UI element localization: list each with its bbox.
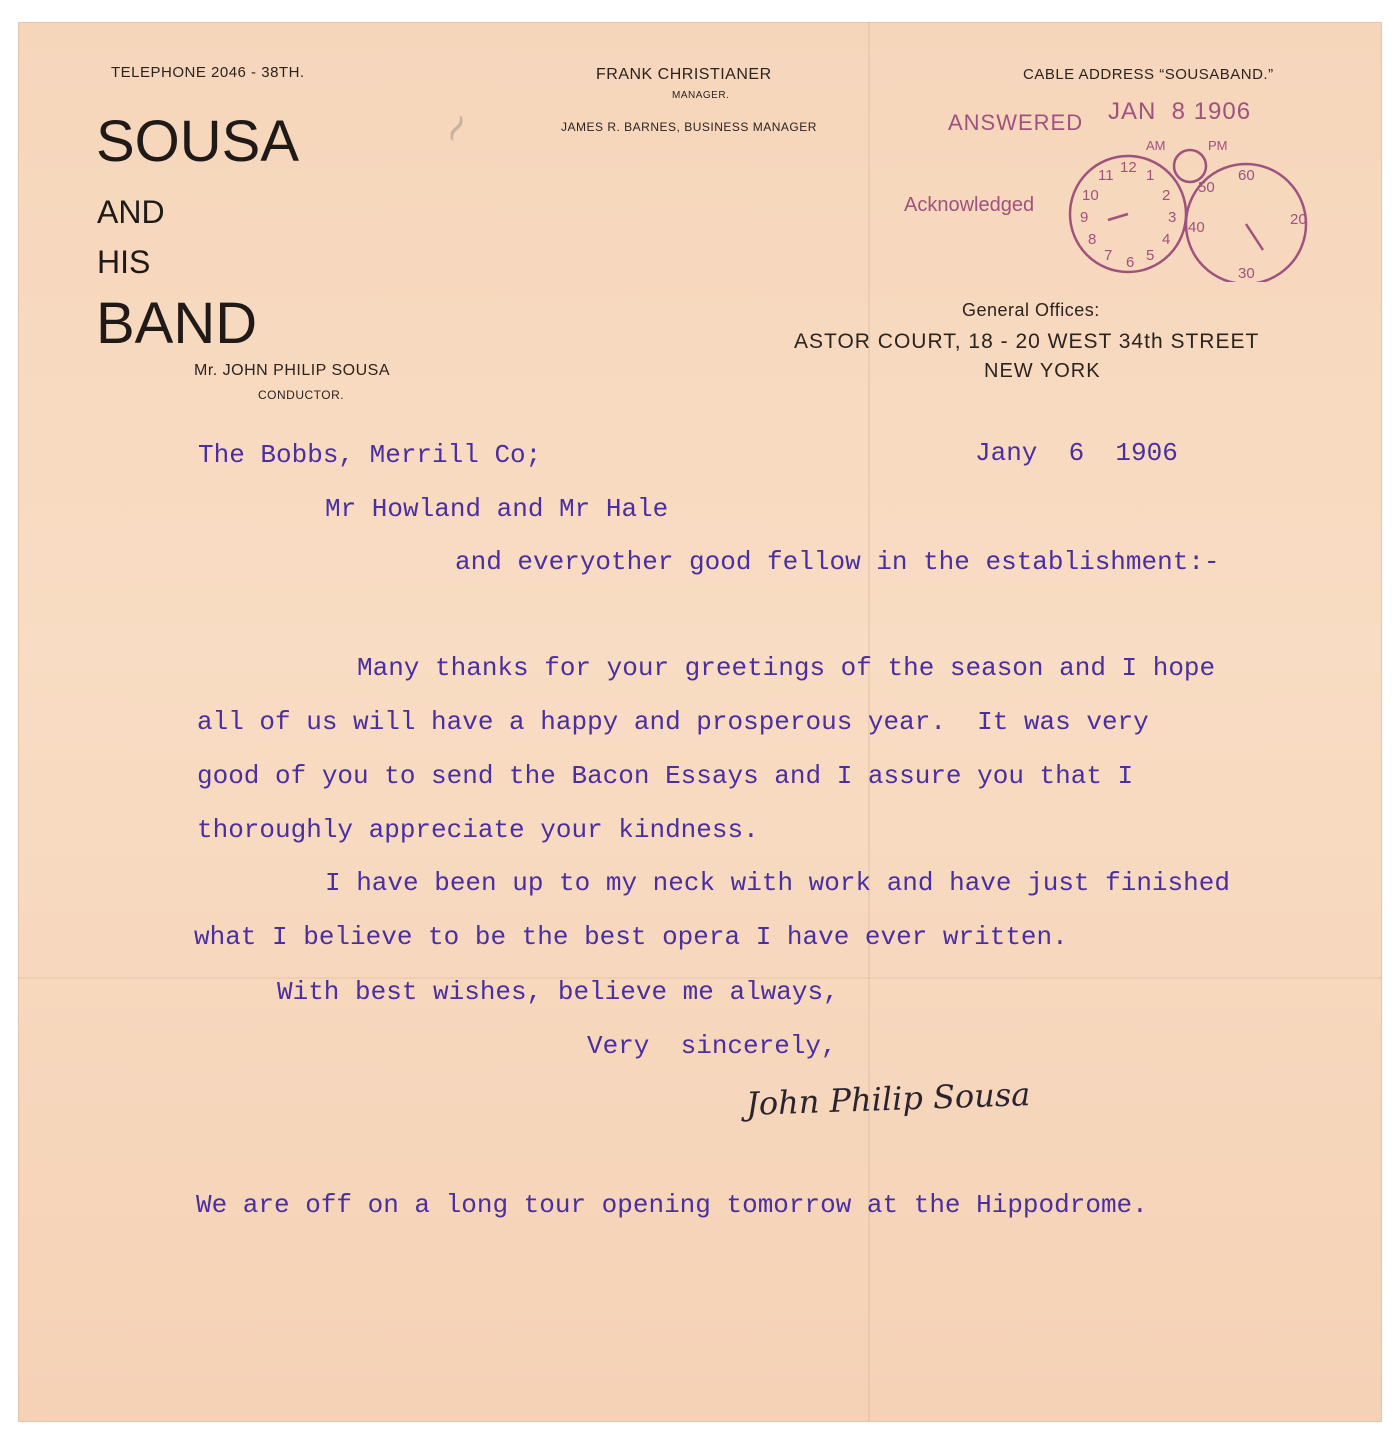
svg-text:5: 5 [1146, 247, 1155, 264]
svg-text:50: 50 [1198, 179, 1215, 196]
clock-hand-hour [1108, 214, 1128, 220]
cable-address: CABLE ADDRESS “SOUSABAND.” [1023, 66, 1274, 83]
stamp-date: JAN 8 1906 [1108, 98, 1252, 125]
para1-line3: good of you to send the Bacon Essays and I assure you that I [197, 761, 1134, 791]
stamp-am: AM [1146, 138, 1166, 153]
para1-line4: thoroughly appreciate your kindness. [197, 815, 759, 845]
brand-sousa: SOUSA [96, 109, 300, 174]
svg-text:7: 7 [1104, 247, 1113, 264]
svg-text:30: 30 [1238, 265, 1255, 282]
para1-line1: Many thanks for your greetings of the season and I hope [357, 653, 1216, 683]
svg-text:11: 11 [1098, 167, 1114, 184]
conductor-title: CONDUCTOR. [258, 388, 345, 402]
para2-line1: I have been up to my neck with work and have just finished [325, 868, 1230, 898]
para2-line2: what I believe to be the best opera I have ever written. [194, 922, 1068, 952]
svg-text:12: 12 [1120, 159, 1137, 176]
svg-text:6: 6 [1126, 254, 1135, 271]
svg-text:8: 8 [1088, 231, 1097, 248]
stamp-acknowledged: Acknowledged [904, 194, 1035, 216]
brand-and: AND [97, 194, 165, 230]
svg-text:60: 60 [1238, 167, 1255, 184]
svg-text:40: 40 [1188, 219, 1205, 236]
closing-line: With best wishes, believe me always, [277, 977, 839, 1007]
letter-date: Jany 6 1906 [975, 438, 1178, 468]
stamp-clock-dials [1058, 142, 1338, 282]
attention-line: Mr Howland and Mr Hale [325, 494, 669, 524]
svg-text:2: 2 [1162, 187, 1171, 204]
valediction-line: Very sincerely, [587, 1031, 837, 1061]
manager-name: FRANK CHRISTIANER [596, 66, 772, 83]
svg-text:1: 1 [1146, 167, 1155, 184]
offices-city: NEW YORK [984, 360, 1101, 382]
signature: John Philip Sousa [745, 1075, 1031, 1123]
svg-text:3: 3 [1168, 209, 1177, 226]
svg-text:20: 20 [1290, 211, 1307, 228]
offices-address: ASTOR COURT, 18 - 20 WEST 34th STREET [794, 330, 1260, 353]
recipient-line: The Bobbs, Merrill Co; [198, 440, 542, 470]
telephone-line: TELEPHONE 2046 - 38TH. [111, 64, 305, 81]
pencil-annotation: ~ [428, 102, 485, 154]
manager-title: MANAGER. [672, 90, 730, 101]
svg-text:10: 10 [1082, 187, 1099, 204]
svg-text:9: 9 [1080, 209, 1089, 226]
clock-hand-minute [1246, 224, 1263, 250]
para1-line2: all of us will have a happy and prosperous year. It was very [197, 707, 1149, 737]
postscript-line: We are off on a long tour opening tomorrow at the Hippodrome. [196, 1190, 1148, 1220]
conductor-name: Mr. JOHN PHILIP SOUSA [194, 362, 391, 379]
business-manager: JAMES R. BARNES, BUSINESS MANAGER [561, 120, 817, 134]
stamp-answered: ANSWERED [948, 110, 1084, 135]
letter-sheet [18, 22, 1382, 1422]
clock-dial-ampm [1174, 150, 1206, 182]
brand-his: HIS [97, 244, 151, 280]
svg-text:4: 4 [1162, 231, 1171, 248]
salutation-line: and everyother good fellow in the establishment:- [455, 547, 1220, 577]
offices-label: General Offices: [962, 300, 1100, 320]
stamp-pm: PM [1208, 138, 1228, 153]
brand-band: BAND [96, 291, 258, 356]
